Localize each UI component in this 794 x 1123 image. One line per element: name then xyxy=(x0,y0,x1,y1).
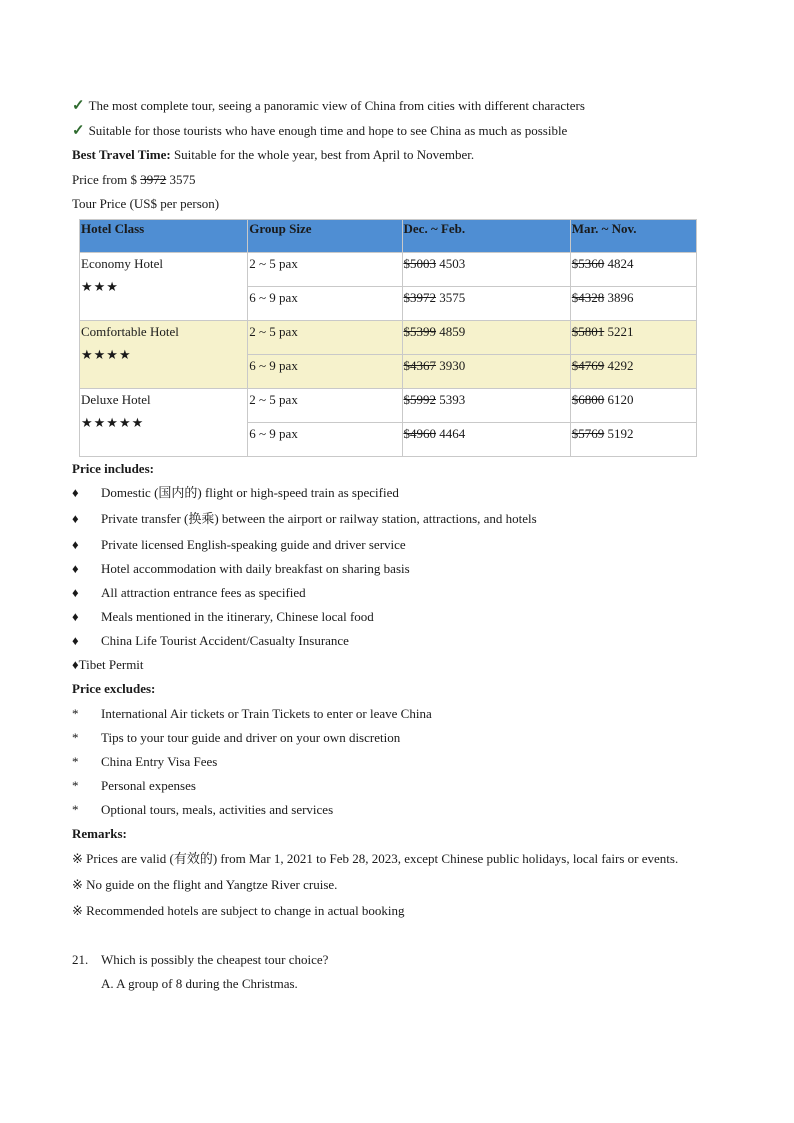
tibet-permit-item: ♦Tibet Permit xyxy=(72,657,144,672)
diamond-bullet-icon: ♦ xyxy=(72,485,79,500)
price-excludes-list xyxy=(72,702,724,822)
hotel-cell-deluxe: Deluxe Hotel ★★★★★ xyxy=(80,388,248,456)
star-rating: ★★★★ xyxy=(81,346,132,362)
checkmark-icon: ✓ xyxy=(72,98,85,114)
question-text: Which is possibly the cheapest tour choice? xyxy=(101,952,329,967)
diamond-bullet-icon: ♦ xyxy=(72,511,79,526)
table-row: Economy Hotel ★★★ 2 ~ 5 pax $5003 4503 $5360 4824 xyxy=(80,252,697,286)
question-number: 21. xyxy=(72,952,89,967)
table-row: 6 ~ 9 pax $3972 3575 $4328 3896 xyxy=(80,286,697,320)
highlight-2: ✓ Suitable for those tourists who have enough time and hope to see China as much as possible xyxy=(72,122,568,139)
list-item: ♦ All attraction entrance fees as specified xyxy=(72,581,724,605)
list-item: * China Entry Visa Fees xyxy=(72,750,724,774)
list-item: ♦ Hotel accommodation with daily breakfast on sharing basis xyxy=(72,557,724,581)
asterisk-bullet-icon: * xyxy=(72,729,79,745)
list-item: ♦ Domestic (国内的) flight or high-speed train as specified xyxy=(72,481,724,505)
asterisk-bullet-icon: * xyxy=(72,801,79,817)
diamond-bullet-icon: ♦ xyxy=(72,537,79,552)
diamond-bullet-icon: ♦ xyxy=(72,561,79,576)
header-dec-feb: Dec. ~ Feb. xyxy=(402,219,570,252)
remarks-title: Remarks: xyxy=(72,825,127,841)
table-row: Deluxe Hotel ★★★★★ 2 ~ 5 pax $5992 5393 $6800 6120 xyxy=(80,388,697,422)
header-hotel-class: Hotel Class xyxy=(80,219,248,252)
list-item: ♦ China Life Tourist Accident/Casualty Insurance xyxy=(72,629,724,653)
price-includes-title: Price includes: xyxy=(72,460,154,476)
star-rating: ★★★★★ xyxy=(81,414,145,430)
best-travel-time-text: Suitable for the whole year, best from April to November. xyxy=(170,147,475,162)
remark-item: ※ No guide on the flight and Yangtze River cruise. xyxy=(72,877,338,892)
list-item: ♦ Private licensed English-speaking guide and driver service xyxy=(72,533,724,557)
list-item: * Tips to your tour guide and driver on your own discretion xyxy=(72,726,724,750)
diamond-bullet-icon: ♦ xyxy=(72,609,79,624)
asterisk-bullet-icon: * xyxy=(72,705,79,721)
hotel-cell-economy: Economy Hotel ★★★ xyxy=(80,252,248,320)
new-price: 3575 xyxy=(166,171,196,187)
price-table xyxy=(79,219,697,457)
price-includes-list xyxy=(72,481,724,677)
price-from: Price from $ 3972 3575 xyxy=(72,171,196,187)
table-row: 6 ~ 9 pax $4367 3930 $4769 4292 xyxy=(80,354,697,388)
asterisk-bullet-icon: * xyxy=(72,777,79,793)
hotel-cell-comfortable: Comfortable Hotel ★★★★ xyxy=(80,320,248,388)
tour-price-caption: Tour Price (US$ per person) xyxy=(72,196,220,211)
best-travel-time-label: Best Travel Time: xyxy=(72,147,171,162)
remark-item: ※ Prices are valid (有效的) from Mar 1, 2021 to Feb 28, 2023, except Chinese public holidays, local fairs or events. xyxy=(72,851,679,866)
document-page xyxy=(72,94,724,996)
header-group-size: Group Size xyxy=(248,219,402,252)
answer-option-a: A. A group of 8 during the Christmas. xyxy=(101,976,298,991)
diamond-bullet-icon: ♦ xyxy=(72,633,79,648)
best-travel-time xyxy=(72,143,724,168)
table-header-row xyxy=(80,219,697,252)
asterisk-bullet-icon: * xyxy=(72,753,79,769)
checkmark-icon: ✓ xyxy=(72,122,85,139)
question-21 xyxy=(72,948,724,972)
table-row: 6 ~ 9 pax $4960 4464 $5769 5192 xyxy=(80,422,697,456)
list-item: ♦ Private transfer (换乘) between the airport or railway station, attractions, and hotels xyxy=(72,505,724,533)
remark-item: ※ Recommended hotels are subject to change in actual booking xyxy=(72,903,405,918)
diamond-bullet-icon: ♦ xyxy=(72,585,79,600)
list-item: ♦ Meals mentioned in the itinerary, Chinese local food xyxy=(72,605,724,629)
price-excludes-title: Price excludes: xyxy=(72,681,156,696)
list-item: * Optional tours, meals, activities and services xyxy=(72,798,724,822)
header-mar-nov: Mar. ~ Nov. xyxy=(570,219,696,252)
list-item: * Personal expenses xyxy=(72,774,724,798)
table-row: Comfortable Hotel ★★★★ 2 ~ 5 pax $5399 4859 $5801 5221 xyxy=(80,320,697,354)
old-price: 3972 xyxy=(140,171,167,187)
highlight-1: ✓ The most complete tour, seeing a panoramic view of China from cities with different characters xyxy=(72,98,585,114)
star-rating: ★★★ xyxy=(81,278,119,294)
list-item: * International Air tickets or Train Tickets to enter or leave China xyxy=(72,702,724,726)
